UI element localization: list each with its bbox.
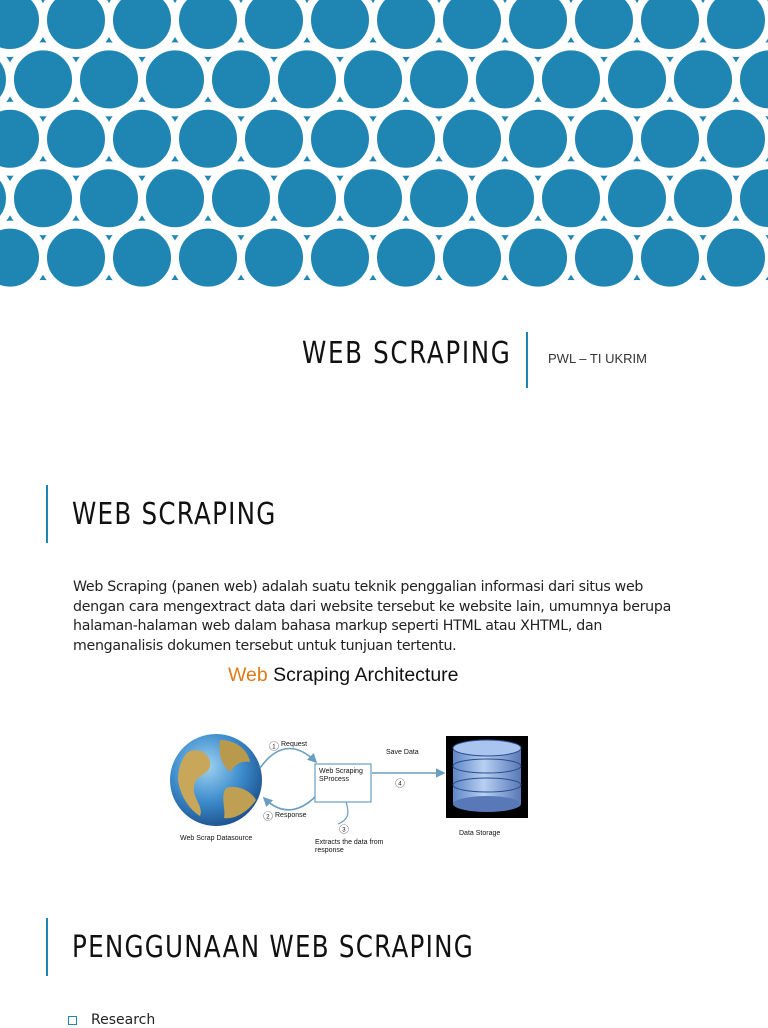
datasource-label: Web Scrap Datasource — [180, 835, 253, 842]
process-label-line2: SProcess — [319, 776, 349, 783]
pattern-circle — [307, 225, 373, 288]
pattern-circle — [43, 106, 109, 172]
step-4-number: 4 — [398, 781, 402, 788]
pattern-circle — [0, 225, 43, 288]
step-2-number: 2 — [266, 814, 270, 821]
section-title: PENGGUNAAN WEB SCRAPING — [72, 930, 475, 965]
pattern-circle — [175, 106, 241, 172]
pattern-circle — [406, 46, 472, 112]
pattern-circle — [637, 106, 703, 172]
extract-label-line1: Extracts the data from — [315, 839, 384, 846]
circle-pattern — [0, 0, 768, 288]
subtitle: PWL – TI UKRIM — [548, 351, 647, 366]
pattern-circle — [505, 225, 571, 288]
definition-paragraph: Web Scraping (panen web) adalah suatu teknik penggalian informasi dari situs web dengan cara mengextract data dari website tersebut ke website lain, umumnya berupa halaman-halaman web dalam bahasa markup seperti HTML atau XHTML, dan menganalisis dokumen tersebut untuk tunjuan tertentu. — [73, 579, 671, 654]
request-label: Request — [281, 741, 308, 748]
pattern-circle — [703, 225, 768, 288]
pattern-circle — [505, 106, 571, 172]
pattern-circle — [307, 106, 373, 172]
pattern-circle — [538, 165, 604, 231]
response-label: Response — [275, 812, 307, 819]
save-label: Save Data — [386, 749, 419, 756]
main-title: WEB SCRAPING — [302, 336, 512, 371]
pattern-banner — [0, 0, 768, 288]
pattern-circle — [703, 106, 768, 172]
pattern-circle — [208, 165, 274, 231]
extract-arrow — [338, 802, 348, 824]
pattern-circle — [670, 165, 736, 231]
section-title: WEB SCRAPING — [72, 497, 277, 532]
extract-label-line2: response — [315, 847, 344, 854]
title-slide — [0, 288, 768, 438]
pattern-circle — [10, 165, 76, 231]
step-3-number: 3 — [342, 827, 346, 834]
architecture-title — [228, 664, 459, 687]
pattern-circle — [373, 225, 439, 288]
pattern-circle — [43, 225, 109, 288]
pattern-circle — [175, 225, 241, 288]
accent-bar — [46, 485, 48, 543]
architecture-title-accent: Web — [228, 664, 268, 686]
section-heading-penggunaan — [46, 918, 746, 976]
request-arrow — [260, 749, 316, 769]
pattern-circle — [340, 165, 406, 231]
pattern-circle — [340, 46, 406, 112]
pattern-circle — [274, 165, 340, 231]
square-bullet-icon — [68, 1016, 77, 1025]
accent-bar — [46, 918, 48, 976]
pattern-circle — [637, 225, 703, 288]
title-divider — [526, 332, 528, 388]
pattern-circle — [241, 106, 307, 172]
response-arrow — [264, 796, 316, 810]
pattern-circle — [76, 165, 142, 231]
pattern-circle — [472, 46, 538, 112]
pattern-circle — [472, 165, 538, 231]
architecture-title-rest: Scraping Architecture — [267, 664, 459, 686]
pattern-circle — [274, 46, 340, 112]
pattern-circle — [406, 165, 472, 231]
pattern-circle — [670, 46, 736, 112]
pattern-circle — [241, 225, 307, 288]
globe-icon — [170, 734, 262, 826]
storage-label: Data Storage — [459, 830, 501, 837]
pattern-circle — [208, 46, 274, 112]
database-icon — [446, 736, 528, 818]
pattern-circle — [538, 46, 604, 112]
pattern-circle — [604, 46, 670, 112]
pattern-circle — [571, 106, 637, 172]
bullet-text: Research — [91, 1012, 156, 1028]
pattern-circle — [142, 165, 208, 231]
pattern-circle — [604, 165, 670, 231]
pattern-circle — [373, 106, 439, 172]
section-heading-web-scraping — [46, 485, 746, 543]
architecture-diagram — [160, 700, 540, 865]
pattern-circle — [142, 46, 208, 112]
pattern-circle — [571, 225, 637, 288]
pattern-circle — [439, 225, 505, 288]
pattern-circle — [109, 106, 175, 172]
pattern-circle — [109, 225, 175, 288]
step-1-number: 1 — [272, 744, 276, 751]
pattern-circle — [76, 46, 142, 112]
pattern-circle — [439, 106, 505, 172]
process-label-line1: Web Scraping — [319, 768, 363, 775]
bullet-item — [68, 1012, 155, 1028]
pattern-circle — [10, 46, 76, 112]
